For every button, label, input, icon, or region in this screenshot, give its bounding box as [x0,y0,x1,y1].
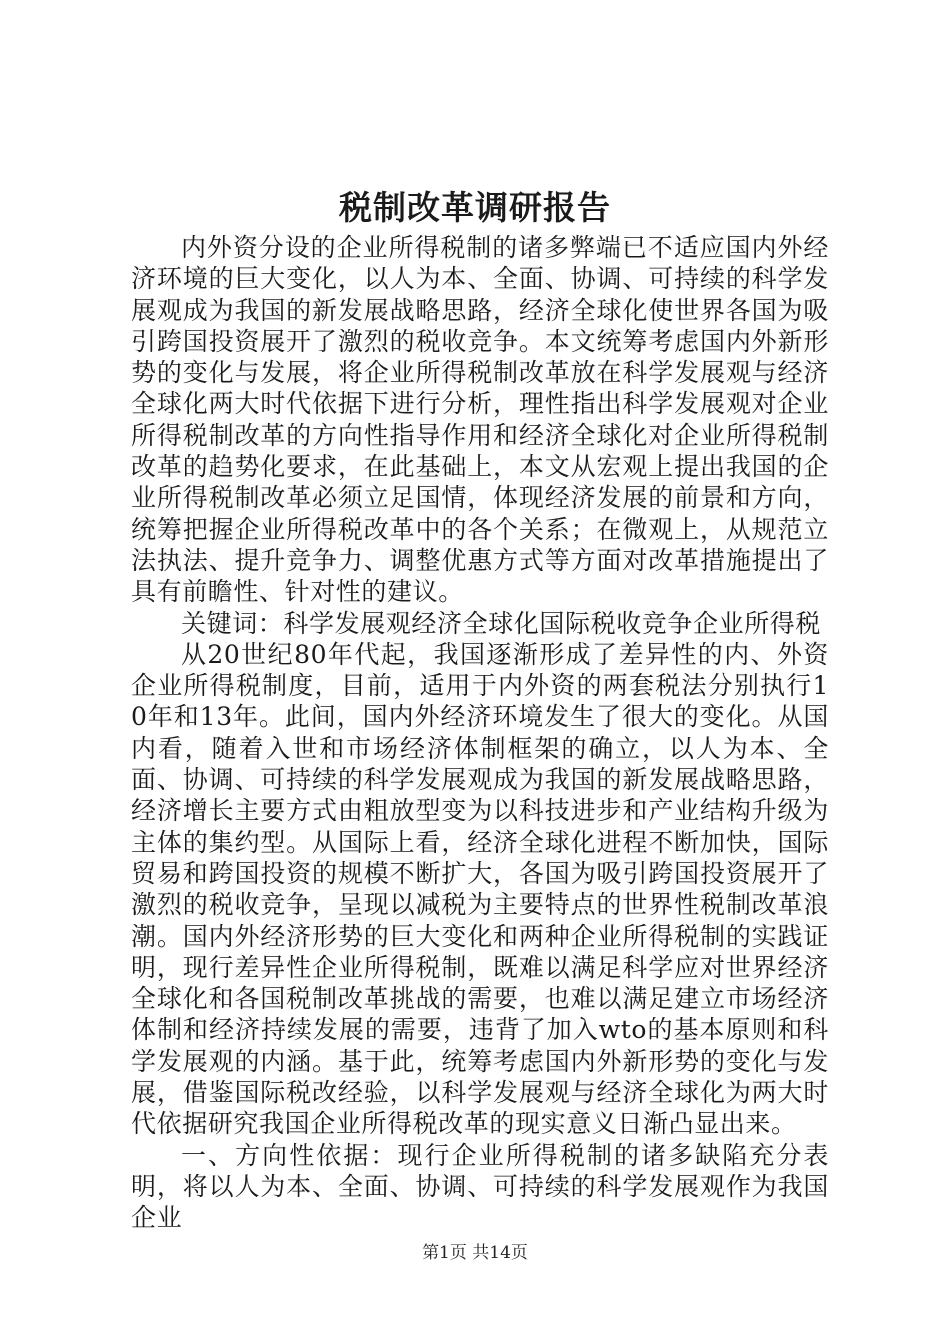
document-title: 税制改革调研报告 [339,188,611,227]
abstract-paragraph: 内外资分设的企业所得税制的诸多弊端已不适应国内外经济环境的巨大变化，以人为本、全面、协调、可持续的科学发展观成为我国的新发展战略思路，经济全球化使世界各国为吸引跨国投资展开了激烈的税收竞争。本文统筹考虑国内外新形势的变化与发展，将企业所得税制改革放在科学发展观与经济全球化两大时代依据下进行分析，理性指出科学发展观对企业所得税制改革的方向性指导作用和经济全球化对企业所得税制改革的趋势化要求，在此基础上，本文从宏观上提出我国的企业所得税制改革必须立足国情，体现经济发展的前景和方向，统筹把握企业所得税改革中的各个关系；在微观上，从规范立法执法、提升竞争力、调整优惠方式等方面对改革措施提出了具有前瞻性、针对性的建议。 [131,233,829,607]
section-one-paragraph: 一、方向性依据：现行企业所得税制的诸多缺陷充分表明，将以人为本、全面、协调、可持续的科学发展观作为我国企业 [131,1140,829,1233]
page-number-footer: 第1页 共14页 [422,1243,528,1263]
body-paragraph: 从20世纪80年代起，我国逐渐形成了差异性的内、外资企业所得税制度，目前，适用于内外资的两套税法分别执行10年和13年。此间，国内外经济环境发生了很大的变化。从国内看，随着入世和市场经济体制框架的确立，以人为本、全面、协调、可持续的科学发展观成为我国的新发展战略思路，经济增长主要方式由粗放型变为以科技进步和产业结构升级为主体的集约型。从国际上看，经济全球化进程不断加快，国际贸易和跨国投资的规模不断扩大，各国为吸引跨国投资展开了激烈的税收竞争，呈现以减税为主要特点的世界性税制改革浪潮。国内外经济形势的巨大变化和两种企业所得税制的实践证明，现行差异性企业所得税制，既难以满足科学应对世界经济全球化和各国税制改革挑战的需要，也难以满足建立市场经济体制和经济持续发展的需要，违背了加入wto的基本原则和科学发展观的内涵。基于此，统筹考虑国内外新形势的变化与发展，借鉴国际税改经验，以科学发展观与经济全球化为两大时代依据研究我国企业所得税改革的现实意义日渐凸显出来。 [131,639,829,1139]
keywords-paragraph: 关键词：科学发展观经济全球化国际税收竞争企业所得税 [181,608,822,638]
document-body [131,232,829,1234]
